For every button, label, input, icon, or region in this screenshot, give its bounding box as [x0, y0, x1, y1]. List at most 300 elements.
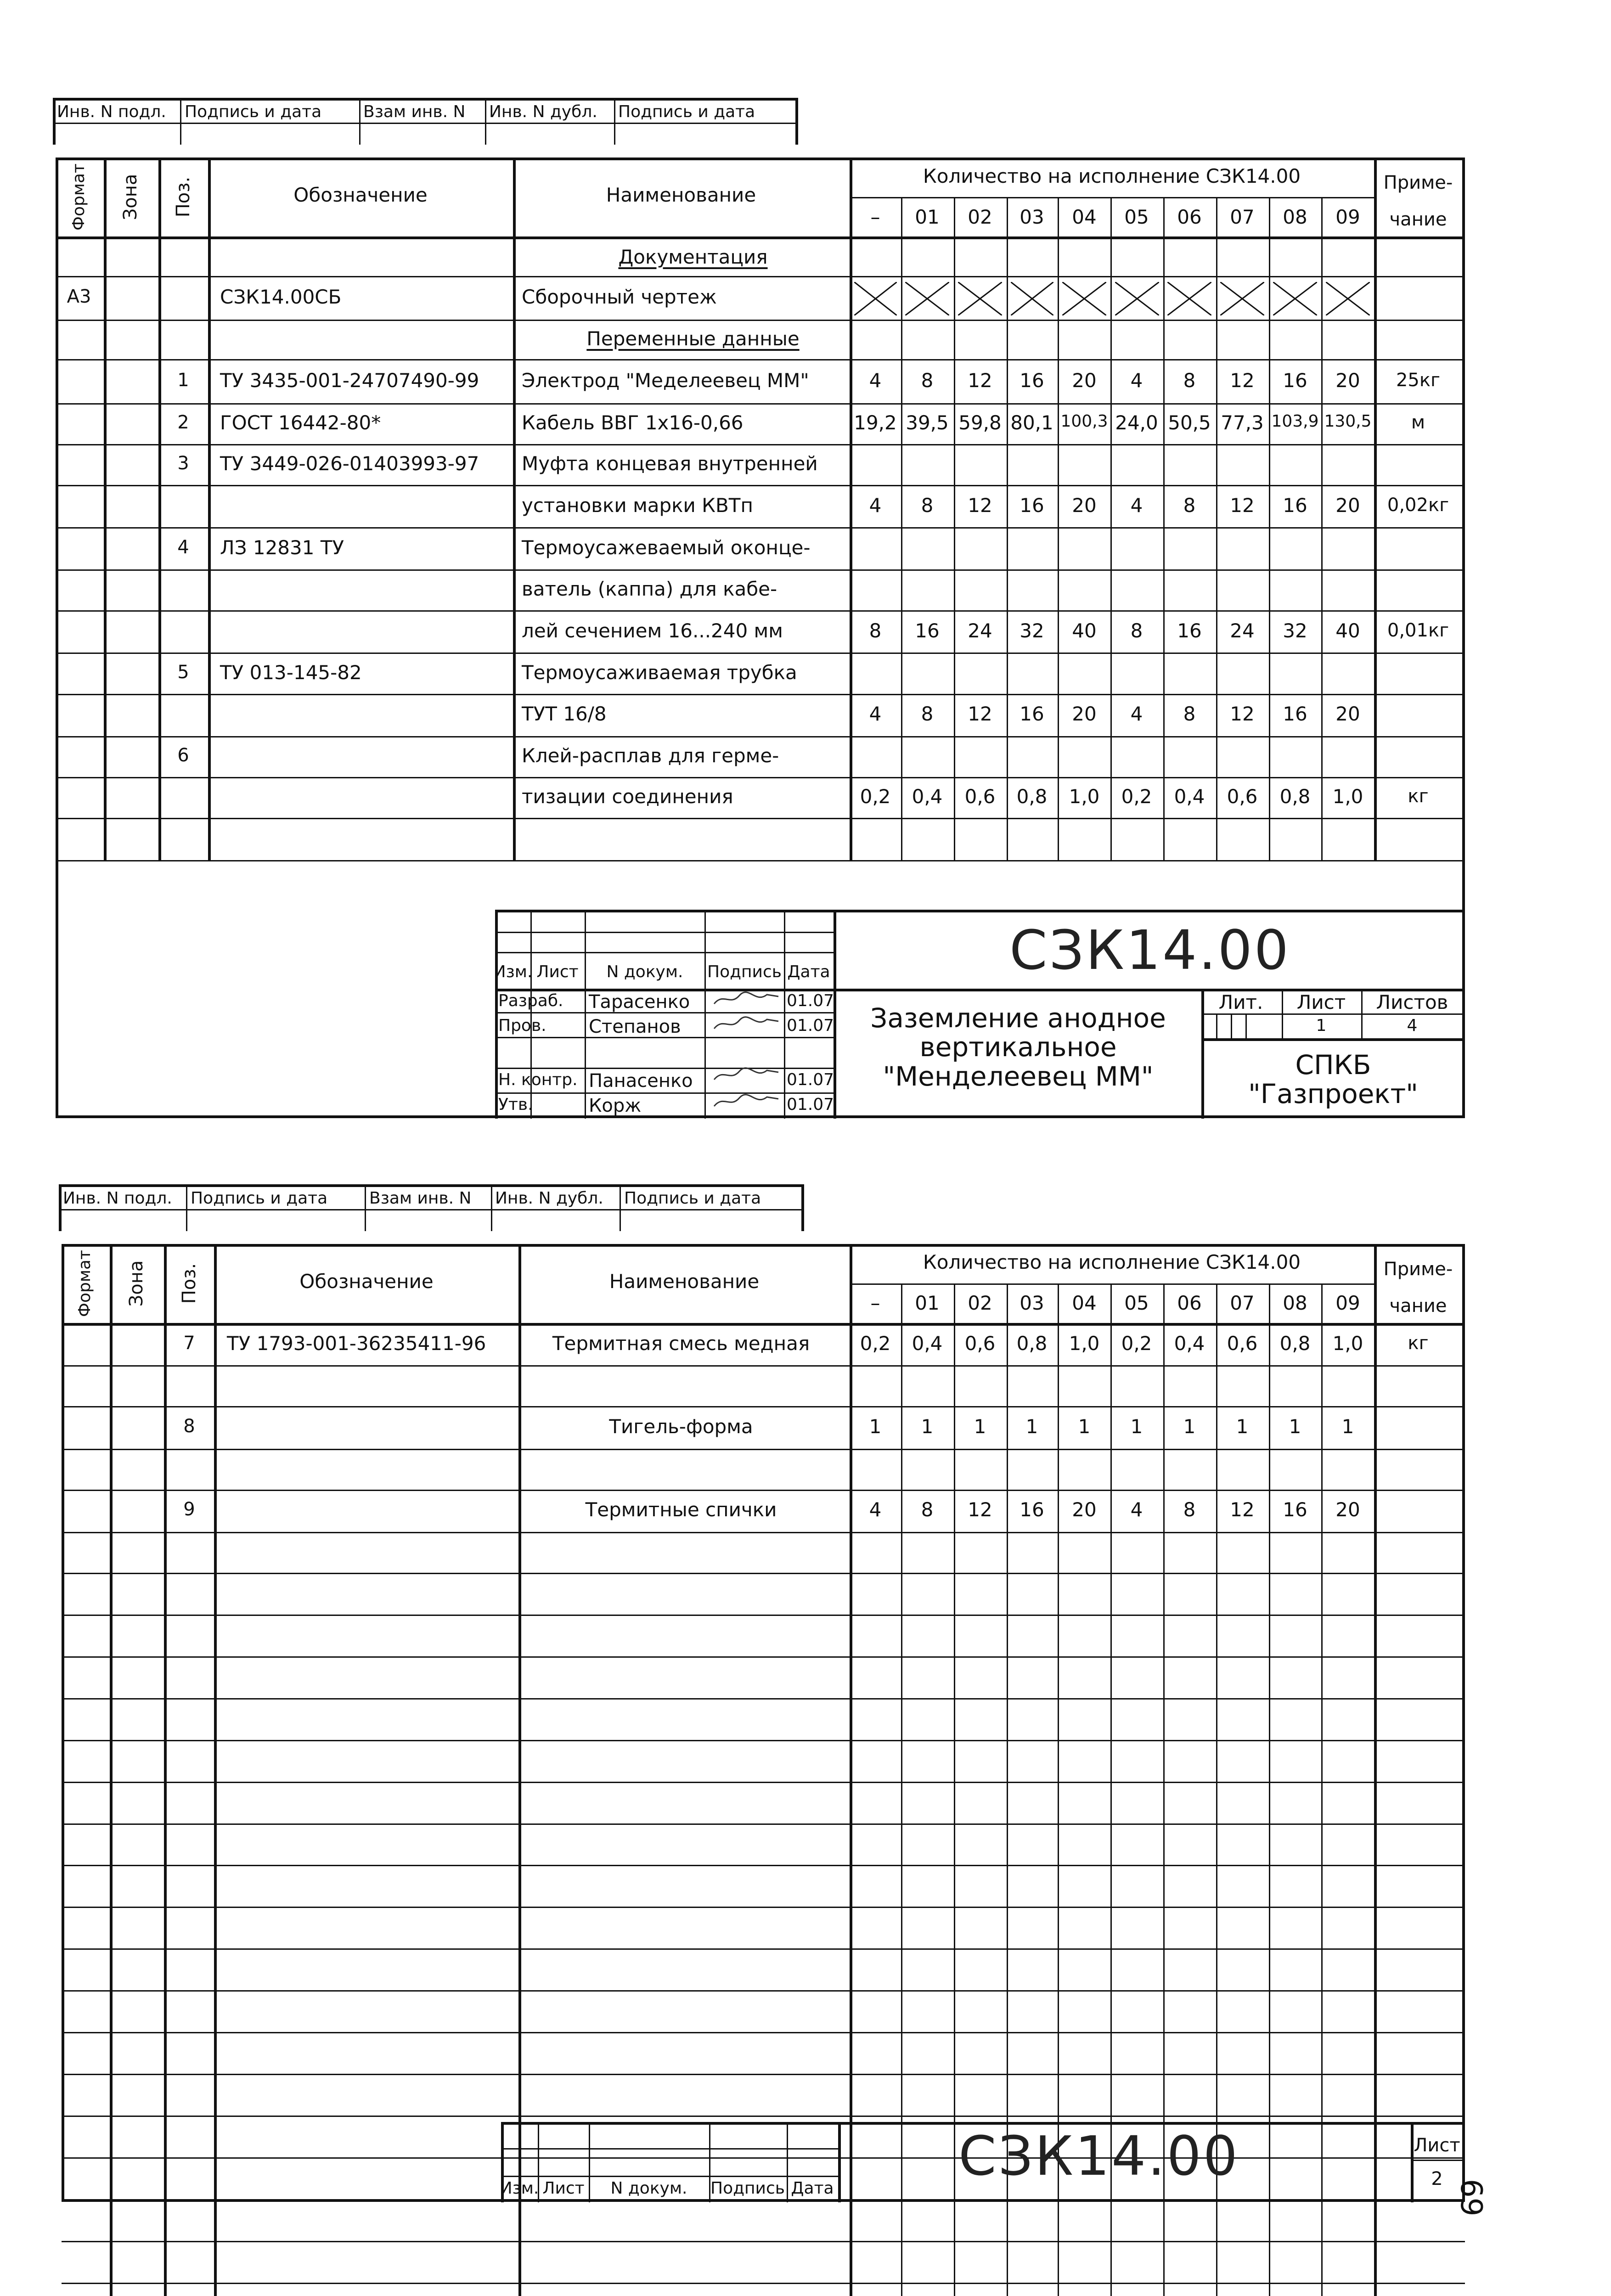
cross-mark: [1220, 282, 1264, 315]
grid-line: [1321, 197, 1323, 860]
grid-line: [62, 1573, 1465, 1574]
cell-designation: СЗК14.00СБ: [220, 286, 342, 308]
cell-qty: 24,0: [1115, 411, 1158, 434]
stamp-label: Подпись и дата: [618, 102, 755, 121]
cell-qty: 0,4: [1174, 1332, 1205, 1355]
cell-pos: 8: [183, 1416, 195, 1437]
grid-line: [62, 1782, 1465, 1783]
cross-mark: [958, 282, 1002, 315]
title-role: Н. контр.: [498, 1070, 578, 1089]
cell-qty: 20: [1335, 369, 1360, 392]
grid-line: [158, 158, 161, 860]
header-variant: –: [870, 206, 880, 228]
cell-qty: 1,0: [1069, 1332, 1100, 1355]
grid-line: [501, 2148, 838, 2150]
grid-line: [62, 1740, 1465, 1741]
header-variant: 05: [1124, 1292, 1149, 1314]
cross-mark: [1115, 282, 1159, 315]
grid-line: [56, 736, 1465, 737]
header-variant: –: [870, 1292, 880, 1314]
grid-line: [62, 1823, 1465, 1825]
title-org-line: "Газпроект": [1248, 1078, 1418, 1109]
cell-qty: 12: [1230, 369, 1255, 392]
cell-note: 25кг: [1396, 370, 1441, 391]
cell-qty: 39,5: [906, 411, 949, 434]
cell-qty: 20: [1335, 1498, 1360, 1521]
header-variant: 04: [1072, 1292, 1097, 1314]
cell-qty: 12: [1230, 1498, 1255, 1521]
grid-line: [954, 197, 955, 860]
cell-qty: 8: [1183, 703, 1196, 725]
cell-qty: 20: [1335, 703, 1360, 725]
header-zone: Зона: [126, 1260, 147, 1307]
grid-line: [62, 2241, 1465, 2242]
header-variant: 01: [915, 206, 940, 228]
grid-line: [56, 569, 1465, 571]
cell-note: кг: [1408, 1333, 1429, 1354]
grid-line: [495, 952, 834, 953]
cell-name: лей сечением 16...240 мм: [522, 619, 783, 642]
stamp-label: Подпись и дата: [191, 1189, 328, 1208]
cell-qty: 32: [1020, 619, 1044, 642]
grid-line: [62, 2199, 1465, 2200]
grid-line: [491, 1184, 492, 1231]
grid-line: [62, 2074, 1465, 2075]
title-col-label: Изм.: [500, 2179, 539, 2198]
header-variant: 02: [968, 1292, 992, 1314]
grid-line: [56, 818, 1465, 819]
grid-line: [62, 1490, 1465, 1491]
cross-mark: [1273, 282, 1317, 315]
grid-line: [365, 1184, 366, 1231]
grid-line: [801, 1184, 804, 1231]
grid-line: [59, 1184, 801, 1187]
title-name-line: Заземление анодное: [870, 1002, 1166, 1034]
grid-line: [850, 1244, 852, 2296]
header-designation: Обозначение: [293, 184, 428, 206]
title-sheets-value: 4: [1407, 1016, 1418, 1035]
cross-mark: [1062, 282, 1106, 315]
grid-line: [620, 1184, 621, 1231]
cell-qty: 1: [869, 1415, 882, 1438]
title-person: Корж: [589, 1095, 642, 1116]
grid-line: [62, 2032, 1465, 2033]
grid-line: [164, 1244, 167, 2296]
title-col-label: Дата: [791, 2179, 834, 2198]
grid-line: [1245, 1013, 1247, 1038]
cell-qty: 8: [921, 703, 934, 725]
cell-qty: 130,5: [1324, 412, 1372, 431]
grid-line: [901, 197, 902, 860]
cross-mark: [1167, 282, 1211, 315]
grid-line: [1201, 989, 1204, 1119]
grid-line: [495, 1068, 834, 1069]
grid-line: [795, 98, 798, 145]
cross-mark: [1011, 282, 1053, 315]
grid-line: [56, 610, 1465, 612]
grid-line: [1110, 197, 1112, 860]
cell-name: Кабель ВВГ 1х16-0,66: [522, 411, 744, 434]
grid-line: [901, 1283, 902, 2296]
cell-qty: 16: [1283, 703, 1307, 725]
cell-qty: 20: [1072, 703, 1097, 725]
title-person: Панасенко: [589, 1070, 693, 1092]
cell-qty: 8: [1183, 369, 1196, 392]
cell-qty: 1: [1236, 1415, 1249, 1438]
cell-qty: 0,2: [860, 785, 891, 808]
cell-pos: 5: [177, 662, 189, 683]
grid-line: [495, 932, 834, 933]
cell-qty: 20: [1335, 494, 1360, 517]
cell-qty: 4: [1130, 1498, 1143, 1521]
cell-name: Сборочный чертеж: [522, 286, 717, 308]
grid-line: [56, 444, 1465, 445]
grid-line: [518, 1244, 521, 2296]
cross-mark: [854, 282, 897, 315]
cell-qty: 0,4: [1174, 785, 1205, 808]
title-role: Пров.: [498, 1016, 546, 1035]
grid-line: [1282, 989, 1283, 1038]
cross-mark: [1326, 282, 1370, 315]
stamp-label: Подпись и дата: [185, 102, 322, 121]
cell-qty: 12: [968, 369, 992, 392]
header-variant: 06: [1177, 206, 1202, 228]
grid-line: [59, 1209, 801, 1210]
title-col-label: Лист: [542, 2179, 585, 2198]
stamp-label: Инв. N дубл.: [495, 1189, 603, 1208]
signature-mark: [712, 1015, 781, 1033]
title-sheet-label: Лист: [1414, 2135, 1460, 2156]
cell-qty: 16: [1283, 1498, 1307, 1521]
cell-name: Термоусаживаемая трубка: [522, 661, 797, 684]
grid-line: [214, 1244, 217, 2296]
header-name: Наименование: [609, 1270, 760, 1293]
grid-line: [589, 2122, 590, 2202]
header-note: Приме-: [1383, 1259, 1453, 1280]
cell-qty: 16: [1283, 369, 1307, 392]
cell-note: 0,02кг: [1387, 495, 1449, 516]
cell-qty: 0,6: [964, 785, 996, 808]
cell-qty: 16: [1020, 494, 1044, 517]
grid-line: [59, 1184, 62, 1231]
title-person: Тарасенко: [589, 991, 690, 1013]
header-note: Приме-: [1383, 172, 1453, 193]
grid-line: [485, 98, 486, 145]
grid-line: [585, 910, 586, 1119]
header-pos: Поз.: [179, 1263, 200, 1304]
stamp-label: Инв. N подл.: [63, 1189, 172, 1208]
cell-note: 0,01кг: [1387, 620, 1449, 641]
grid-line: [834, 989, 1465, 991]
grid-line: [1216, 197, 1217, 860]
title-sheet-value: 2: [1431, 2168, 1443, 2189]
cell-qty: 0,8: [1016, 785, 1048, 808]
cell-qty: 0,6: [1227, 1332, 1258, 1355]
cell-qty: 0,6: [964, 1332, 996, 1355]
cell-designation: ТУ 3449-026-01403993-97: [220, 452, 479, 475]
title-date: 01.07: [787, 1070, 834, 1089]
title-doc-code: СЗК14.00: [958, 2124, 1239, 2188]
title-date: 01.07: [787, 991, 834, 1010]
grid-line: [1201, 1038, 1465, 1041]
title-org-line: СПКБ: [1295, 1049, 1371, 1080]
grid-line: [62, 1907, 1465, 1908]
grid-line: [62, 1406, 1465, 1407]
cell-qty: 16: [1020, 703, 1044, 725]
stamp-label: Подпись и дата: [624, 1189, 761, 1208]
title-name-line: вертикальное: [919, 1031, 1117, 1063]
cell-qty: 1: [974, 1415, 986, 1438]
title-col-label: Изм.: [493, 962, 533, 981]
cell-qty: 8: [921, 369, 934, 392]
cell-qty: 8: [1130, 619, 1143, 642]
title-role: Утв.: [498, 1095, 533, 1114]
cell-qty: 4: [1130, 494, 1143, 517]
cell-qty: 77,3: [1221, 411, 1264, 434]
cell-name: Документация: [618, 246, 768, 268]
title-col-label: Дата: [787, 962, 830, 981]
grid-line: [501, 2176, 838, 2177]
grid-line: [1411, 2160, 1465, 2161]
header-variant: 03: [1020, 206, 1044, 228]
title-date: 01.07: [787, 1095, 834, 1114]
grid-line: [1374, 158, 1377, 860]
header-qty-title: Количество на исполнение СЗК14.00: [923, 1251, 1301, 1273]
header-format: Формат: [69, 163, 88, 231]
grid-line: [56, 403, 1465, 405]
grid-line: [1411, 2122, 1414, 2202]
cell-qty: 4: [1130, 703, 1143, 725]
title-doc-code: СЗК14.00: [1009, 918, 1290, 982]
cell-qty: 4: [869, 1498, 882, 1521]
cell-qty: 1,0: [1332, 1332, 1363, 1355]
grid-line: [62, 1865, 1465, 1866]
cell-qty: 8: [869, 619, 882, 642]
grid-line: [513, 158, 516, 860]
cell-name: Клей-расплав для герме-: [522, 744, 779, 767]
header-note: чание: [1389, 1295, 1447, 1317]
cell-qty: 1,0: [1332, 785, 1363, 808]
header-pos: Поз.: [173, 176, 194, 218]
signature-mark: [712, 1092, 781, 1111]
grid-line: [208, 158, 211, 860]
cell-qty: 80,1: [1010, 411, 1053, 434]
grid-line: [62, 2116, 1465, 2117]
cell-qty: 20: [1072, 494, 1097, 517]
cell-qty: 1: [1130, 1415, 1143, 1438]
grid-line: [495, 910, 1465, 912]
title-col-label: Подпись: [707, 962, 782, 981]
title-col-label: N докум.: [610, 2179, 687, 2198]
cell-designation: ТУ 1793-001-36235411-96: [227, 1332, 486, 1355]
cell-designation: ЛЗ 12831 ТУ: [220, 536, 344, 559]
title-date: 01.07: [787, 1016, 834, 1035]
cell-qty: 1,0: [1069, 785, 1100, 808]
cell-qty: 8: [921, 494, 934, 517]
grid-line: [1058, 197, 1059, 860]
cell-name: Электрод "Меделеевец ММ": [522, 369, 809, 392]
cell-qty: 32: [1283, 619, 1307, 642]
grid-line: [1163, 197, 1165, 860]
header-name: Наименование: [606, 184, 756, 206]
grid-line: [62, 1323, 1465, 1326]
cell-name: установки марки КВТп: [522, 494, 753, 517]
cell-name: Тигель-форма: [609, 1415, 753, 1438]
cell-pos: 9: [183, 1499, 195, 1520]
cell-qty: 0,4: [912, 785, 943, 808]
cell-qty: 12: [968, 494, 992, 517]
grid-line: [53, 98, 795, 101]
cell-qty: 16: [1283, 494, 1307, 517]
cell-pos: 7: [183, 1333, 195, 1354]
cell-name: Термитная смесь медная: [552, 1332, 810, 1355]
header-variant: 07: [1230, 206, 1255, 228]
header-zone: Зона: [120, 174, 141, 220]
grid-line: [62, 1365, 1465, 1367]
grid-line: [62, 1948, 1465, 1950]
cell-qty: 8: [921, 1498, 934, 1521]
grid-line: [850, 158, 852, 860]
cell-qty: 59,8: [958, 411, 1002, 434]
cell-note: м: [1411, 412, 1425, 433]
title-col-label: Лист: [536, 962, 579, 981]
cell-qty: 24: [968, 619, 992, 642]
title-sheet-label: Лист: [1296, 991, 1346, 1013]
header-note: чание: [1389, 209, 1447, 230]
title-sheets-label: Листов: [1376, 991, 1448, 1013]
cell-pos: 1: [177, 370, 189, 391]
grid-line: [1201, 1013, 1465, 1015]
grid-line: [62, 2157, 1465, 2159]
header-variant: 08: [1283, 1292, 1307, 1314]
stamp-label: Взам инв. N: [363, 102, 466, 121]
grid-line: [1007, 197, 1008, 860]
signature-mark: [712, 1066, 781, 1084]
header-variant: 06: [1177, 1292, 1202, 1314]
stamp-label: Взам инв. N: [369, 1189, 472, 1208]
cell-name: ТУТ 16/8: [522, 703, 607, 725]
grid-line: [1361, 989, 1363, 1038]
cell-qty: 1: [921, 1415, 934, 1438]
header-format: Формат: [75, 1249, 94, 1317]
grid-line: [56, 276, 1465, 277]
grid-line: [104, 158, 107, 860]
grid-line: [62, 1698, 1465, 1699]
cell-qty: 4: [1130, 369, 1143, 392]
cell-qty: 16: [1177, 619, 1202, 642]
grid-line: [56, 777, 1465, 778]
cell-qty: 40: [1072, 619, 1097, 642]
header-variant: 01: [915, 1292, 940, 1314]
grid-line: [180, 98, 181, 145]
cell-qty: 1: [1183, 1415, 1196, 1438]
title-lit-label: Лит.: [1218, 991, 1263, 1013]
header-variant: 07: [1230, 1292, 1255, 1314]
cell-qty: 12: [1230, 703, 1255, 725]
cell-qty: 8: [1183, 1498, 1196, 1521]
cell-qty: 16: [1020, 369, 1044, 392]
cell-name: ватель (каппа) для кабе-: [522, 578, 777, 600]
signature-mark: [712, 990, 781, 1008]
cell-qty: 0,6: [1227, 785, 1258, 808]
cell-name: Муфта концевая внутренней: [522, 452, 818, 475]
title-col-label: Подпись: [710, 2179, 785, 2198]
grid-line: [1216, 1013, 1217, 1038]
cell-qty: 4: [869, 494, 882, 517]
cell-qty: 1: [1025, 1415, 1038, 1438]
stamp-label: Инв. N дубл.: [489, 102, 597, 121]
cell-qty: 50,5: [1168, 411, 1211, 434]
header-variant: 09: [1335, 206, 1360, 228]
grid-line: [53, 123, 795, 124]
cell-qty: 20: [1072, 1498, 1097, 1521]
cell-qty: 100,3: [1060, 412, 1108, 431]
grid-line: [56, 359, 1465, 360]
header-designation: Обозначение: [299, 1270, 434, 1293]
grid-line: [62, 1532, 1465, 1533]
cell-name: Термоусажеваемый оконце-: [522, 536, 811, 559]
cell-note: кг: [1408, 786, 1429, 807]
grid-line: [954, 1283, 955, 2296]
cell-qty: 24: [1230, 619, 1255, 642]
cell-qty: 1: [1289, 1415, 1301, 1438]
cell-name: Переменные данные: [586, 327, 800, 350]
cell-qty: 103,9: [1271, 412, 1319, 431]
title-name-line: "Менделеевец ММ": [883, 1061, 1154, 1092]
grid-line: [838, 2122, 841, 2202]
header-qty-title: Количество на исполнение СЗК14.00: [923, 165, 1301, 187]
cell-qty: 16: [1020, 1498, 1044, 1521]
header-variant: 03: [1020, 1292, 1044, 1314]
grid-line: [704, 910, 706, 1119]
cell-pos: 6: [177, 745, 189, 766]
cell-qty: 12: [968, 703, 992, 725]
cell-designation: ТУ 3435-001-24707490-99: [220, 369, 479, 392]
title-col-label: N докум.: [606, 962, 683, 981]
grid-line: [1269, 1283, 1270, 2296]
cell-qty: 0,8: [1279, 1332, 1311, 1355]
page-number: 69: [1454, 2179, 1488, 2217]
grid-line: [62, 1615, 1465, 1616]
grid-line: [56, 694, 1465, 695]
stamp-label: Инв. N подл.: [57, 102, 166, 121]
grid-line: [784, 910, 785, 1119]
cell-qty: 0,2: [1121, 1332, 1152, 1355]
grid-line: [186, 1184, 187, 1231]
grid-line: [62, 2283, 1465, 2284]
grid-line: [56, 527, 1465, 529]
cell-designation: ГОСТ 16442-80*: [220, 411, 381, 434]
header-variant: 05: [1124, 206, 1149, 228]
header-variant: 09: [1335, 1292, 1360, 1314]
grid-line: [850, 197, 1374, 198]
grid-line: [56, 236, 1465, 239]
cell-qty: 0,2: [860, 1332, 891, 1355]
cell-format: А3: [67, 286, 91, 307]
grid-line: [56, 860, 1465, 861]
grid-line: [62, 1656, 1465, 1658]
grid-line: [62, 1449, 1465, 1450]
cell-pos: 2: [177, 412, 189, 433]
grid-line: [56, 485, 1465, 486]
cell-qty: 8: [1183, 494, 1196, 517]
grid-line: [56, 320, 1465, 321]
cell-qty: 4: [869, 703, 882, 725]
grid-line: [1231, 1013, 1232, 1038]
grid-line: [110, 1244, 113, 2296]
cell-qty: 12: [968, 1498, 992, 1521]
grid-line: [1321, 1283, 1323, 2296]
